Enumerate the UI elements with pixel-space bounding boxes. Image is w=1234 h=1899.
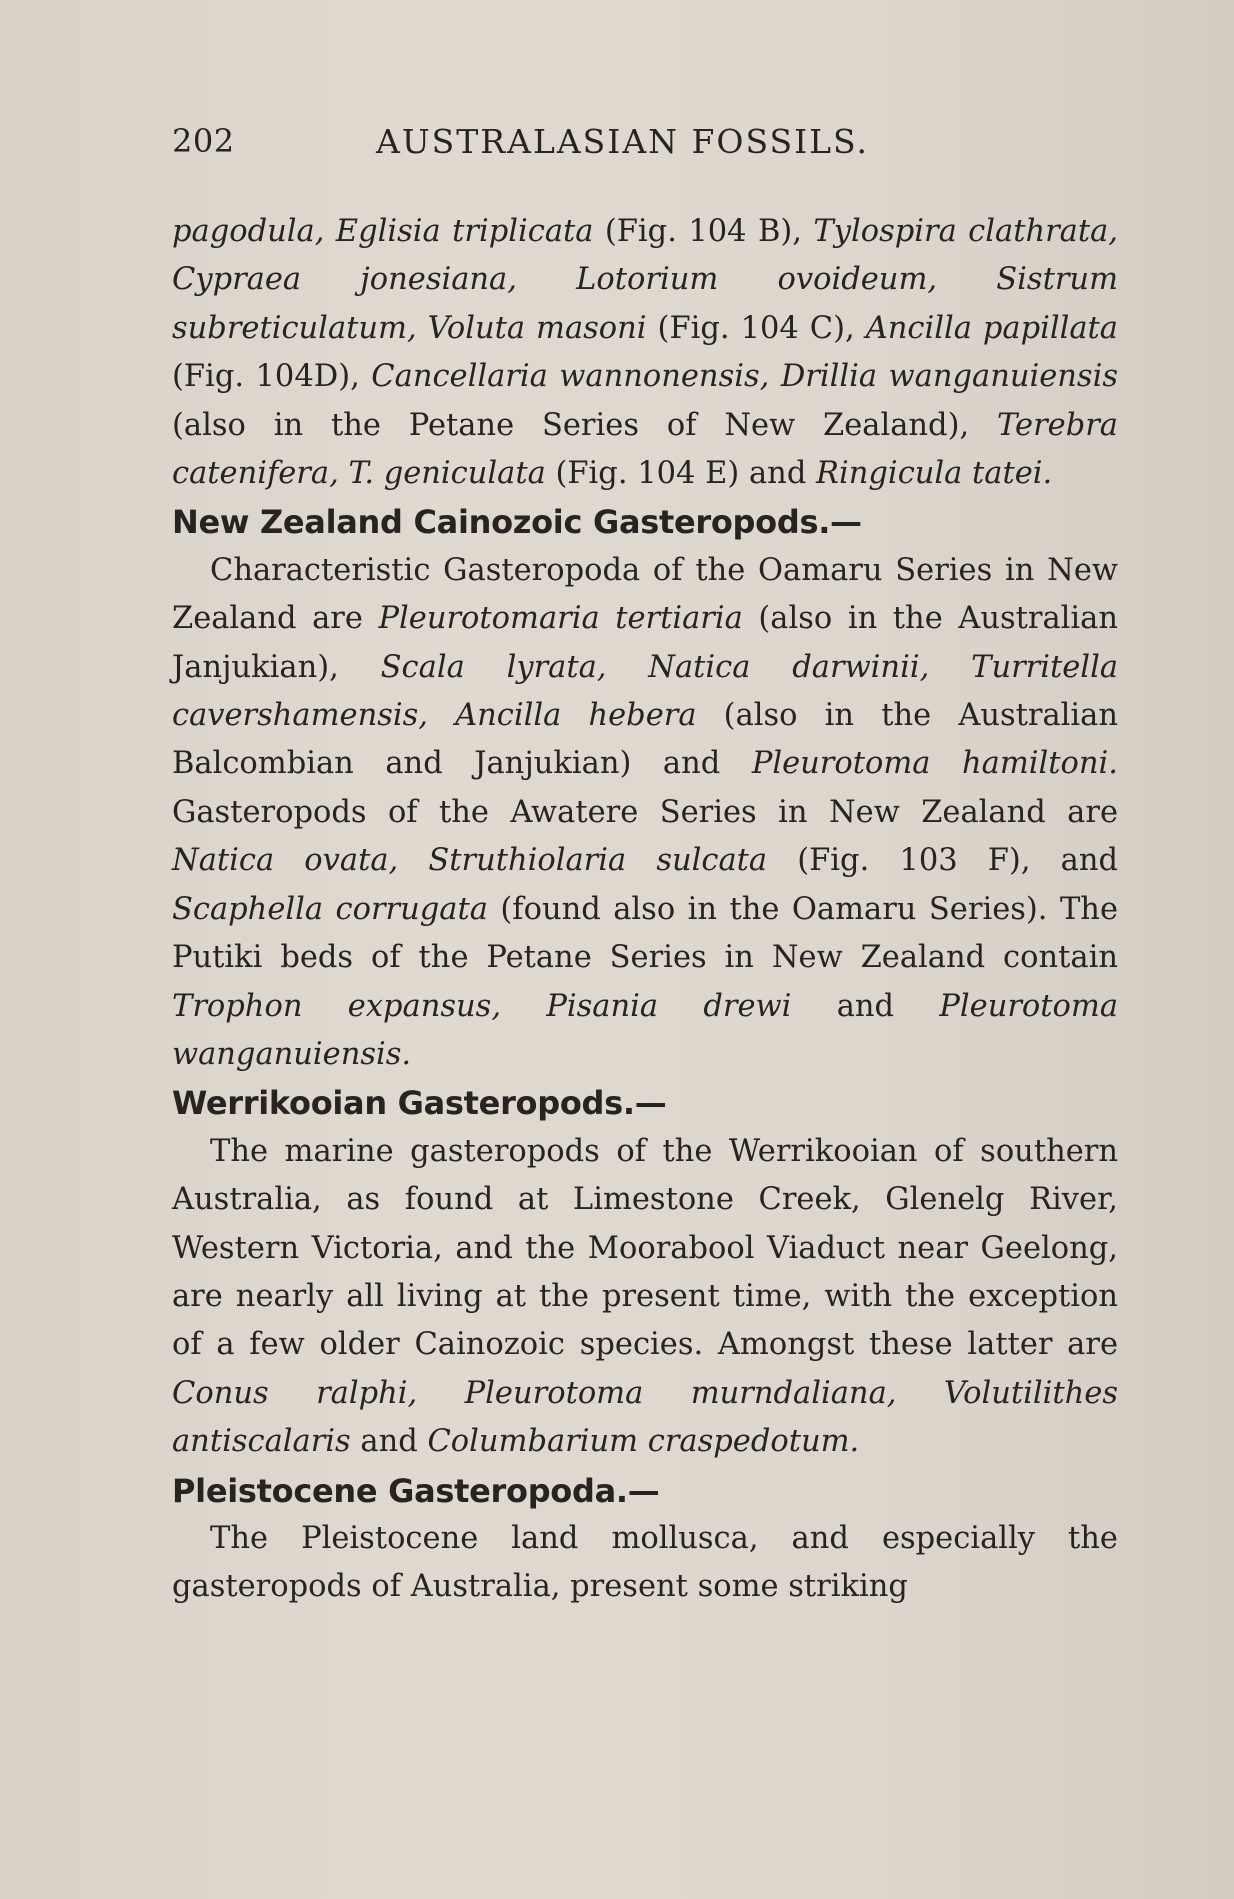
- text-run: (also in the Australian Balcombian and Janjukian) and: [172, 698, 1118, 782]
- text-run: (Fig. 104 E) and: [545, 456, 817, 492]
- species-name: Trophon expansus, Pisania drewi: [172, 988, 792, 1024]
- intro-paragraph: [172, 208, 1118, 498]
- text-run: (Fig. 103 F), and: [767, 843, 1119, 879]
- page-number: 202: [172, 122, 235, 160]
- species-name: Scaphella corrugata: [172, 891, 488, 927]
- pleistocene-heading: Pleistocene Gasteropoda.—: [172, 1471, 660, 1510]
- text-run: (also in the Australian Janjukian),: [172, 601, 1118, 685]
- text-run: and: [791, 988, 940, 1024]
- text-run: (also in the Petane Series of New Zealand),: [172, 407, 998, 443]
- species-name: Pleurotoma wanganuiensis.: [172, 988, 1119, 1072]
- werrikooian-heading: Werrikooian Gasteropods.—: [172, 1084, 667, 1123]
- pleistocene-paragraph: [172, 1515, 1118, 1612]
- body-text: [172, 208, 1118, 1612]
- book-title: AUSTRALASIAN FOSSILS.: [376, 122, 869, 161]
- species-name: Conus ralphi, Pleurotoma murndaliana, Volutilithes antiscalaris: [172, 1375, 1118, 1460]
- werrikooian-paragraph: [172, 1128, 1118, 1467]
- text-run: (Fig. 104 B),: [593, 214, 814, 249]
- species-name: Cancellaria wannonensis, Drillia wanganuiensis: [371, 359, 1118, 395]
- text-run: (Fig. 104 C),: [646, 310, 866, 346]
- running-head: [172, 122, 912, 166]
- text-run: and: [350, 1424, 428, 1460]
- species-name: Natica ovata, Struthiolaria sulcata: [172, 843, 768, 879]
- species-name: Pleurotomaria tertiaria: [378, 601, 743, 637]
- text-run: Gasteropods of the Awatere Series in New Zealand are: [172, 794, 1118, 830]
- species-name: Tylospira clathrata, Cypraea jonesiana, Lotorium ovoideum, Sistrum subreticulatum, Voluta masoni: [172, 214, 1118, 346]
- nz-cainozoic-heading: New Zealand Cainozoic Gasteropods.—: [172, 503, 862, 542]
- species-name: Ringicula tatei.: [816, 456, 1053, 492]
- species-name: Columbarium craspedotum.: [427, 1424, 860, 1460]
- species-name: Ancilla papillata: [865, 310, 1118, 346]
- text-run: (found also in the Oamaru Series). The Putiki beds of the Petane Series in New Zealand contain: [172, 891, 1118, 976]
- species-name: Scala lyrata, Natica darwinii, Turritella cavershamensis, Ancilla hebera: [172, 649, 1119, 734]
- species-name: Terebra catenifera, T. geniculata: [172, 407, 1118, 492]
- text-run: Characteristic Gasteropoda of the Oamaru Series in New Zealand are: [172, 552, 1118, 637]
- text-run: The Pleistocene land mollusca, and especially the gasteropods of Australia, present some striking: [172, 1520, 1118, 1605]
- species-name: pagodula, Eglisia triplicata: [172, 214, 594, 249]
- species-name: Pleurotoma hamiltoni.: [751, 746, 1118, 782]
- nz-cainozoic-paragraph: [172, 547, 1118, 1079]
- text-run: The marine gasteropods of the Werrikooian of southern Australia, as found at Limestone Creek, Glenelg River, Western Victoria, and the Moorabool Viaduct near Geelong, are nearly all living at the present time, with the exception of a few older Cainozoic species. Amongst these latter are: [172, 1133, 1118, 1363]
- text-run: (Fig. 104D),: [172, 359, 372, 395]
